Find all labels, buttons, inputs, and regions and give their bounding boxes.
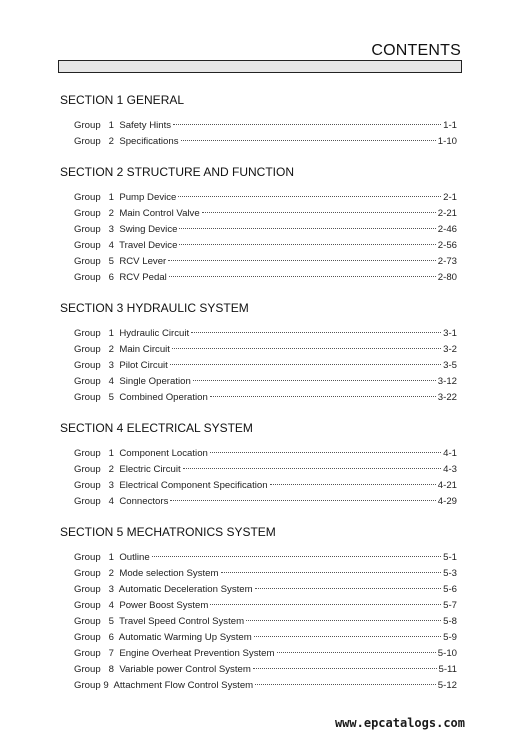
entry-label: Group 1 Outline [74, 552, 150, 563]
entry-page-number: 2-73 [437, 256, 457, 267]
toc-entry[interactable] [74, 566, 457, 582]
toc-entry[interactable] [74, 550, 457, 566]
entry-label: Group 5 Travel Speed Control System [74, 616, 245, 627]
dot-leader [152, 556, 441, 557]
toc-entry[interactable] [74, 582, 457, 598]
toc-entry[interactable] [74, 374, 457, 390]
dot-leader [202, 212, 436, 213]
toc-entry[interactable] [74, 118, 457, 134]
toc-entry[interactable] [74, 254, 457, 270]
entry-label: Group 1 Component Location [74, 448, 208, 459]
toc-entry[interactable] [74, 630, 457, 646]
dot-leader [172, 348, 441, 349]
entry-label: Group 1 Pump Device [74, 192, 177, 203]
entry-page-number: 3-1 [443, 328, 457, 339]
toc-section [60, 420, 457, 510]
entry-page-number: 4-1 [443, 448, 457, 459]
dot-leader [179, 244, 435, 245]
dot-leader [193, 380, 436, 381]
entry-label: Group 6 Automatic Warming Up System [74, 632, 252, 643]
entry-label: Group 2 Electric Circuit [74, 464, 181, 475]
entry-page-number: 4-21 [437, 480, 457, 491]
entry-page-number: 2-80 [437, 272, 457, 283]
table-of-contents [60, 92, 457, 708]
entry-page-number: 5-9 [443, 632, 457, 643]
entry-page-number: 5-1 [443, 552, 457, 563]
dot-leader [168, 260, 436, 261]
dot-leader [277, 652, 436, 653]
toc-entry[interactable] [74, 614, 457, 630]
section-entries [60, 118, 457, 150]
toc-entry[interactable] [74, 222, 457, 238]
entry-label: Group 6 RCV Pedal [74, 272, 167, 283]
toc-entry[interactable] [74, 478, 457, 494]
dot-leader [178, 196, 441, 197]
entry-label: Group 4 Power Boost System [74, 600, 209, 611]
toc-entry[interactable] [74, 390, 457, 406]
toc-entry[interactable] [74, 598, 457, 614]
dot-leader [169, 276, 436, 277]
entry-label: Group 2 Main Circuit [74, 344, 170, 355]
toc-section [60, 164, 457, 286]
entry-page-number: 5-6 [443, 584, 457, 595]
entry-page-number: 2-46 [437, 224, 457, 235]
dot-leader [170, 364, 441, 365]
dot-leader [254, 636, 441, 637]
toc-section [60, 92, 457, 150]
dot-leader [170, 500, 435, 501]
entry-page-number: 1-1 [443, 120, 457, 131]
entry-page-number: 4-3 [443, 464, 457, 475]
dot-leader [183, 468, 441, 469]
dot-leader [221, 572, 442, 573]
entry-label: Group 5 RCV Lever [74, 256, 167, 267]
entry-page-number: 5-12 [437, 680, 457, 691]
page-title: CONTENTS [371, 42, 461, 59]
entry-page-number: 5-8 [443, 616, 457, 627]
entry-label: Group 4 Single Operation [74, 376, 191, 387]
entry-page-number: 3-12 [437, 376, 457, 387]
dot-leader [255, 588, 441, 589]
toc-entry[interactable] [74, 662, 457, 678]
section-title: SECTION 2 STRUCTURE AND FUNCTION [60, 165, 295, 179]
title-bar [58, 60, 462, 73]
dot-leader [253, 668, 437, 669]
dot-leader [210, 452, 441, 453]
entry-page-number: 4-29 [437, 496, 457, 507]
dot-leader [210, 396, 436, 397]
section-title: SECTION 4 ELECTRICAL SYSTEM [60, 421, 253, 435]
dot-leader [191, 332, 441, 333]
dot-leader [270, 484, 436, 485]
entry-label: Group 2 Specifications [74, 136, 179, 147]
toc-section [60, 300, 457, 406]
entry-label: Group 1 Safety Hints [74, 120, 172, 131]
toc-entry[interactable] [74, 342, 457, 358]
entry-label: Group 4 Travel Device [74, 240, 178, 251]
toc-section [60, 524, 457, 694]
entry-label: Group 2 Mode selection System [74, 568, 219, 579]
entry-label: Group 3 Swing Device [74, 224, 178, 235]
entry-label: Group 5 Combined Operation [74, 392, 208, 403]
section-title: SECTION 3 HYDRAULIC SYSTEM [60, 301, 249, 315]
toc-entry[interactable] [74, 326, 457, 342]
toc-entry[interactable] [74, 494, 457, 510]
toc-entry[interactable] [74, 238, 457, 254]
toc-entry[interactable] [74, 446, 457, 462]
entry-label: Group 1 Hydraulic Circuit [74, 328, 190, 339]
entry-page-number: 3-2 [443, 344, 457, 355]
entry-page-number: 5-11 [438, 664, 457, 675]
entry-page-number: 2-56 [437, 240, 457, 251]
entry-label: Group 3 Automatic Deceleration System [74, 584, 253, 595]
entry-label: Group 8 Variable power Control System [74, 664, 251, 675]
entry-page-number: 3-22 [437, 392, 457, 403]
entry-label: Group 4 Connectors [74, 496, 169, 507]
entry-label: Group 2 Main Control Valve [74, 208, 200, 219]
toc-entry[interactable] [74, 134, 457, 150]
watermark: www.epcatalogs.com [334, 716, 465, 730]
toc-entry[interactable] [74, 678, 457, 694]
entry-label: Group 3 Pilot Circuit [74, 360, 168, 371]
entry-page-number: 5-3 [443, 568, 457, 579]
toc-entry[interactable] [74, 646, 457, 662]
dot-leader [210, 604, 441, 605]
section-entries [60, 446, 457, 510]
toc-entry[interactable] [74, 462, 457, 478]
dot-leader [255, 684, 436, 685]
toc-entry[interactable] [74, 358, 457, 374]
section-title: SECTION 1 GENERAL [60, 93, 185, 107]
entry-page-number: 1-10 [437, 136, 457, 147]
section-entries [60, 550, 457, 694]
entry-page-number: 5-7 [443, 600, 457, 611]
toc-entry[interactable] [74, 270, 457, 286]
section-entries [60, 326, 457, 406]
dot-leader [173, 124, 441, 125]
entry-label: Group 9 Attachment Flow Control System [74, 680, 254, 691]
dot-leader [179, 228, 435, 229]
entry-page-number: 2-21 [437, 208, 457, 219]
dot-leader [246, 620, 441, 621]
entry-page-number: 5-10 [437, 648, 457, 659]
section-entries [60, 190, 457, 286]
entry-label: Group 3 Electrical Component Specification [74, 480, 268, 491]
entry-page-number: 3-5 [443, 360, 457, 371]
toc-entry[interactable] [74, 190, 457, 206]
entry-label: Group 7 Engine Overheat Prevention System [74, 648, 275, 659]
dot-leader [181, 140, 436, 141]
entry-page-number: 2-1 [443, 192, 457, 203]
section-title: SECTION 5 MECHATRONICS SYSTEM [60, 525, 276, 539]
toc-entry[interactable] [74, 206, 457, 222]
